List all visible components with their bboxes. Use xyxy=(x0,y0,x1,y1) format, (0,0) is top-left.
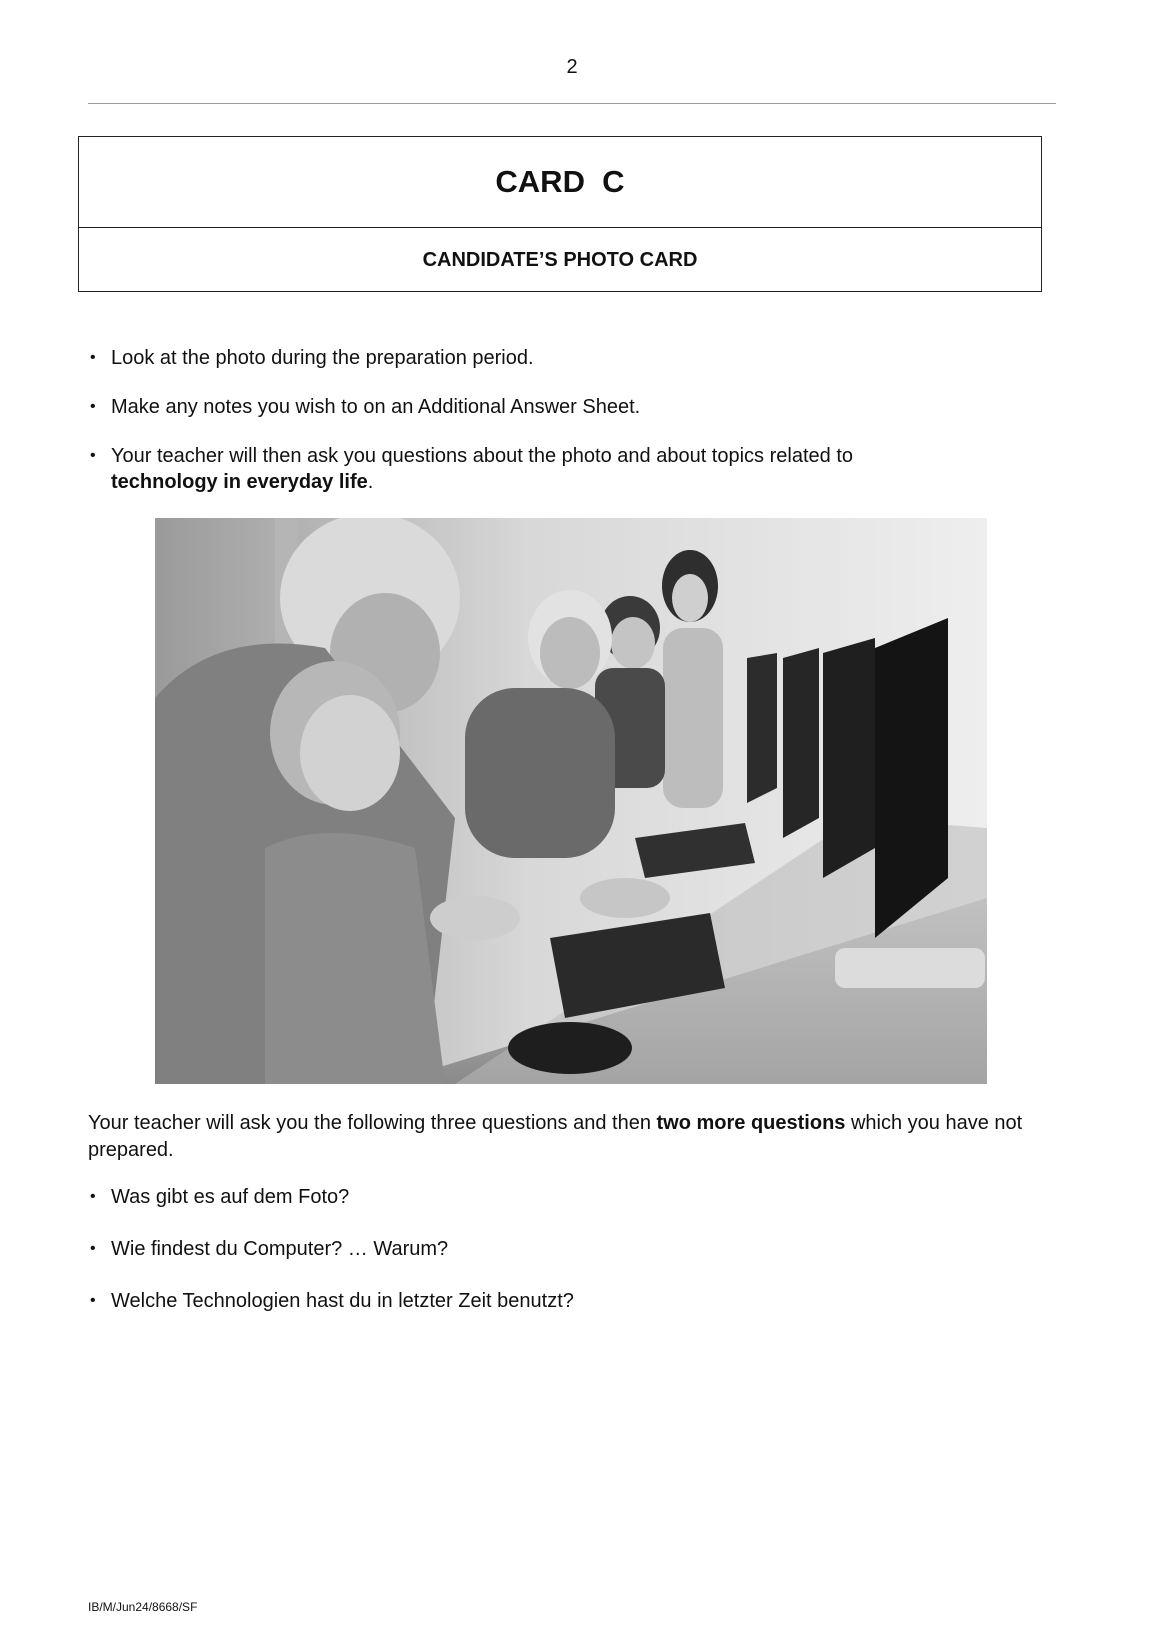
list-item xyxy=(88,345,1048,371)
question-text: Was gibt es auf dem Foto? xyxy=(111,1186,350,1208)
page-number: 2 xyxy=(566,56,578,78)
question-text: Welche Technologien hast du in letzter Zeit benutzt? xyxy=(111,1290,574,1312)
list-item xyxy=(88,1184,1048,1210)
bullet-icon: • xyxy=(90,447,96,464)
intro-text: Your teacher will ask you the following three questions and then xyxy=(88,1112,657,1134)
instruction-text-end: . xyxy=(367,471,374,493)
question-text: Wie findest du Computer? … Warum? xyxy=(111,1238,449,1260)
list-item xyxy=(88,1236,1048,1262)
list-item xyxy=(88,443,1048,495)
photo-image xyxy=(155,518,987,1084)
card-subtitle: CANDIDATE’S PHOTO CARD xyxy=(422,248,698,271)
list-item xyxy=(88,394,1048,420)
bullet-icon: • xyxy=(90,1188,96,1205)
footer-code: IB/M/Jun24/8668/SF xyxy=(88,1600,198,1614)
bullet-icon: • xyxy=(90,398,96,415)
instruction-text: Make any notes you wish to on an Additional Answer Sheet. xyxy=(111,396,641,418)
header-divider xyxy=(88,103,1056,104)
list-item xyxy=(88,1288,1048,1314)
bullet-icon: • xyxy=(90,1240,96,1257)
instruction-text: Your teacher will then ask you questions about the photo and about topics related to xyxy=(111,445,853,467)
photo-illustration xyxy=(155,518,987,1084)
intro-highlight: two more questions xyxy=(656,1112,846,1134)
intro-text-end: which you have not prepared. xyxy=(88,1112,1023,1161)
questions-intro xyxy=(88,1110,1048,1164)
instruction-text: Look at the photo during the preparation period. xyxy=(111,347,534,369)
question-list xyxy=(88,1184,1048,1314)
bullet-icon: • xyxy=(90,349,96,366)
instruction-list xyxy=(88,345,1048,495)
card-title: CARD C xyxy=(79,137,1041,228)
topic-highlight: technology in everyday life xyxy=(111,471,368,493)
bullet-icon: • xyxy=(90,1292,96,1309)
card-header-box xyxy=(78,136,1042,292)
